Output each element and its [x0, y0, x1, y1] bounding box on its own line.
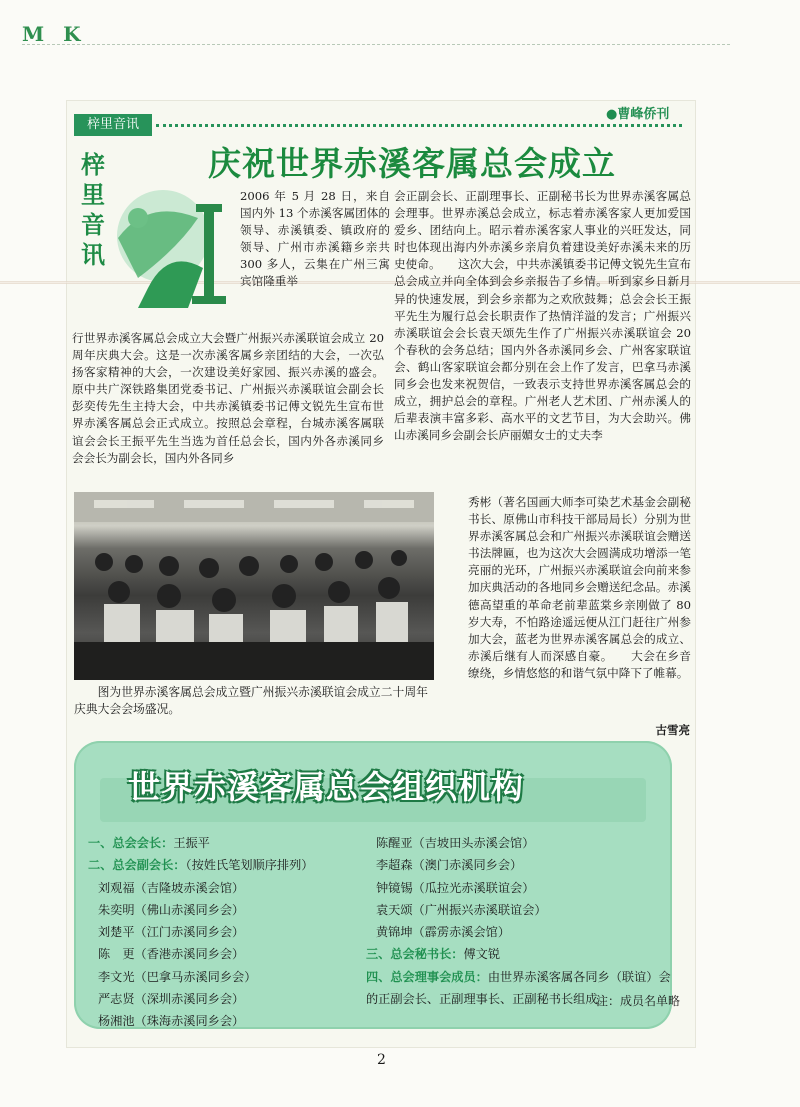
org-right-column	[366, 832, 672, 1010]
photo-audience-illustration	[74, 492, 434, 680]
article-column-right: 会正副会长、正副理事长、正副秘书长为世界赤溪客属总会理事。世界赤溪总会成立，标志着赤溪客家人更加爱国爱乡、团结向上。昭示着赤溪客家人事业的兴旺发达，同时也体现出海内外赤溪乡亲肩负着建设美好赤溪未来的历史使命。 这次大会，中共赤溪镇委书记傅文锐先生宣布总会成立并向全体到会乡亲报告了乡情。听到家乡日新月异的快速发展，到会乡亲都为之欢欣鼓舞；总会会长王振平先生为履行总会长职责作了热情洋溢的发言；广州振兴赤溪联谊会会长袁天颂先生作了广州振兴赤溪联谊会 20 个春秋的会务总结；国内外各赤溪同乡会、广州客家联谊会、鹤山客家联谊会都分别在会上作了发言，巴拿马赤溪同乡会也发来祝贺信，一致表示支持世界赤溪客属总会的成立，拥护总会的章程。广州老人艺术团、广州赤溪人的后辈表演丰富多彩、高水平的文艺节目，为大会助兴。佛山赤溪同乡会副会长庐丽媚女士的丈夫李	[394, 189, 691, 443]
org-vice-entry: 李超森（澳门赤溪同乡会）	[376, 858, 523, 873]
dotted-rule	[156, 124, 682, 127]
org-secretary-label: 三、总会秘书长：	[366, 947, 464, 962]
article-author: 古雪亮	[655, 723, 690, 737]
org-vice-entry: 刘楚平（江门赤溪同乡会）	[98, 925, 245, 940]
top-rule	[22, 44, 730, 45]
org-secretary-row	[366, 943, 672, 965]
org-vice-heading	[88, 854, 368, 876]
article-column-left: 行世界赤溪客属总会成立大会暨广州振兴赤溪联谊会成立 20 周年庆典大会。这是一次赤溪客属乡亲团结的大会，一次弘扬客家精神的大会，一次建设美好家园、振兴赤溪的盛会。原中共广深铁路集团党委书记、广州振兴赤溪联谊会副会长彭奕传先生主持大会，中共赤溪镇委书记傅文锐先生宣布世界赤溪客属总会正式成立。按照总会章程，台城赤溪客属联谊会会长王振平先生当选为首任总会长，国内外各赤溪同乡会会长为副会长，国内外各同乡	[72, 331, 384, 465]
headline: 庆祝世界赤溪客属总会成立	[208, 144, 616, 183]
org-left-column	[88, 832, 368, 1033]
org-vice-entry: 刘观福（吉隆坡赤溪会馆）	[98, 880, 245, 895]
top-mark: M K	[22, 22, 87, 46]
column-logo-text: 梓里音讯	[81, 150, 105, 269]
org-president-name: 王振平	[173, 836, 210, 850]
org-title: 世界赤溪客属总会组织机构	[128, 768, 525, 806]
org-vice-entry: 朱奕明（佛山赤溪同乡会）	[98, 902, 245, 917]
org-note: 注：成员名单略	[595, 994, 680, 1008]
org-vice-entry: 陈 更（香港赤溪同乡会）	[98, 947, 245, 962]
photo-caption: 图为世界赤溪客属总会成立暨广州振兴赤溪联谊会成立二十周年庆典大会会场盛况。	[74, 685, 428, 716]
article-column-top-left: 2006 年 5 月 28 日，来自国内外 13 个赤溪客属团体的领导、赤溪镇委、镇政府的领导、广州市赤溪籍乡亲共 300 多人，云集在广州三寓宾馆隆重举	[240, 189, 390, 289]
page-number: 2	[377, 1052, 386, 1068]
org-president-label: 一、总会会长：	[88, 836, 174, 850]
column-logo-illustration	[108, 178, 234, 314]
org-vice-entry: 陈醒亚（吉坡田头赤溪会馆）	[376, 836, 535, 850]
org-vice-entry: 黄锦坤（霹雳赤溪会馆）	[376, 925, 511, 940]
org-vice-entry: 严志贤（深圳赤溪同乡会）	[98, 992, 245, 1007]
org-secretary-name: 傅文锐	[463, 947, 501, 962]
section-tag: 梓里音讯	[74, 114, 152, 136]
org-council-label: 四、总会理事会成员：	[366, 969, 488, 984]
event-photo	[74, 492, 434, 680]
org-vice-entry: 钟镜锡（瓜拉光赤溪联谊会）	[376, 880, 535, 895]
article-column-right-lower: 秀彬（著名国画大师李可染艺术基金会副秘书长、原佛山市科技干部局局长）分别为世界赤溪客属总会和广州振兴赤溪联谊会赠送书法牌匾，也为这次大会圆满成功增添一笔亮丽的光环，广州振兴赤溪联谊会向前来参加庆典活动的各地同乡会赠送纪念品。赤溪德高望重的革命老前辈蓝棠乡亲刚做了 80 岁大寿，不怕路途遥远便从江门赶往广州参加大会，蓝老为世界赤溪客属总会的成立、赤溪后继有人而深感自豪。 大会在乡音缭绕，乡情悠悠的和谐气氛中降下了帷幕。	[468, 495, 691, 680]
org-president-row	[88, 832, 368, 854]
org-vice-label: 二、总会副会长：	[88, 858, 186, 873]
org-council-text: 由世界赤溪客属各同乡（联谊）会的正副会长、正副理事长、正副秘书长组成。	[366, 969, 671, 1007]
org-vice-entry: 杨湘池（珠海赤溪同乡会）	[98, 1014, 245, 1029]
org-vice-entry: 袁天颂（广州振兴赤溪联谊会）	[376, 902, 547, 917]
org-vice-entry: 李文光（巴拿马赤溪同乡会）	[98, 969, 257, 984]
publication-name: ●曹峰侨刊	[606, 107, 670, 122]
org-vice-note: （按姓氏笔划顺序排列）	[185, 858, 314, 873]
